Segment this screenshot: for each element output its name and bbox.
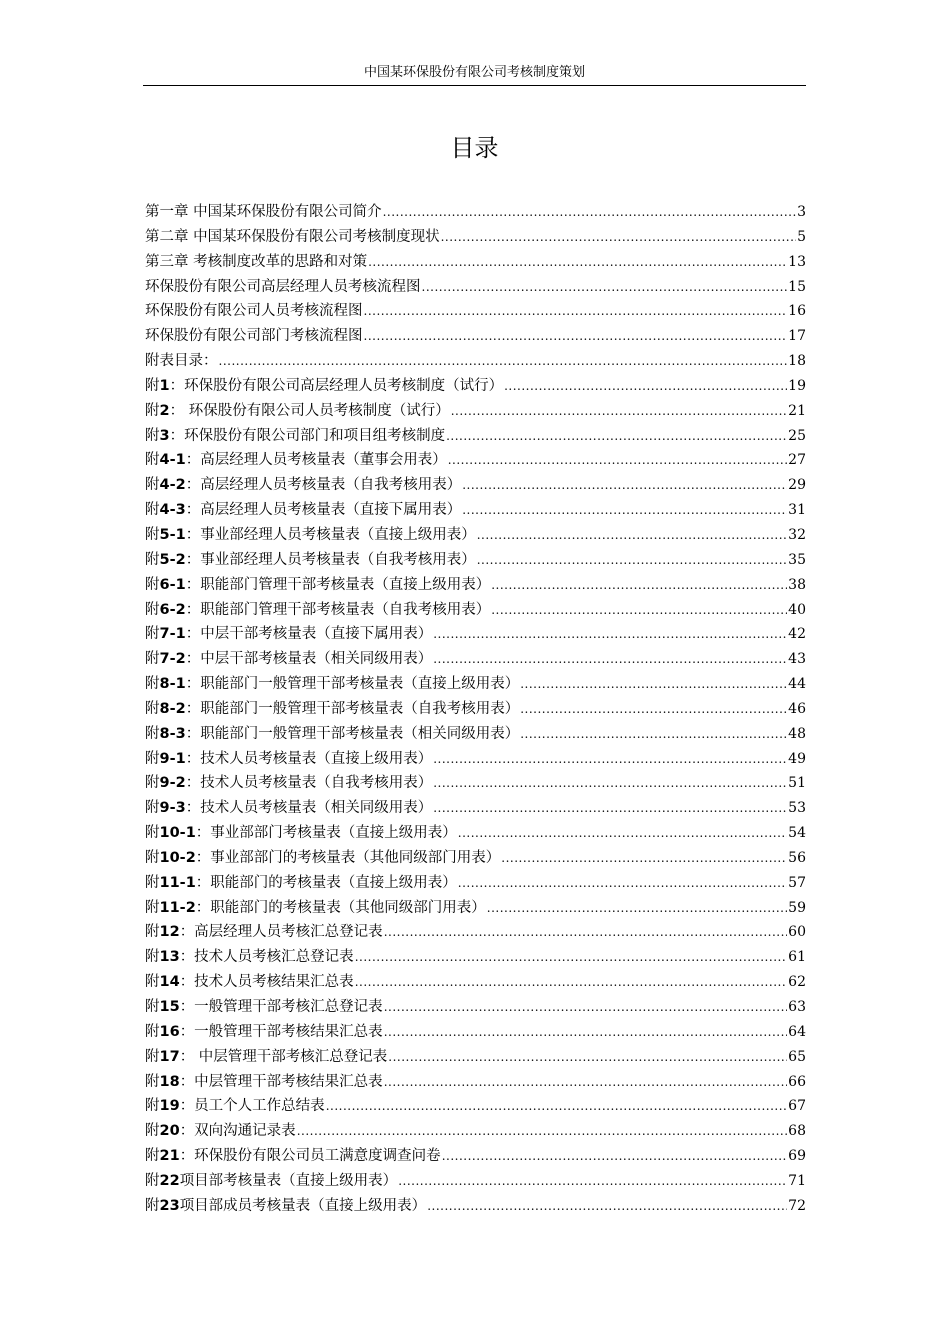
toc-dot-leader: [326, 1099, 787, 1113]
toc-page-number: 72: [788, 1197, 806, 1214]
toc-dot-leader: [433, 752, 787, 766]
toc-dot-leader: [462, 478, 787, 492]
toc-page-number: 51: [788, 775, 806, 792]
toc-entry[interactable]: [145, 1070, 806, 1095]
toc-entry-title: ：中层干部考核量表（直接下属用表）: [185, 626, 433, 643]
toc-dot-leader: [458, 826, 787, 840]
toc-page-number: 19: [788, 377, 806, 394]
toc-entry-prefix: 附: [145, 452, 160, 469]
toc-entry[interactable]: [145, 796, 806, 821]
toc-entry-title: ：事业部部门考核量表（直接上级用表）: [195, 825, 457, 842]
toc-entry[interactable]: [145, 349, 806, 374]
toc-dot-leader: [433, 627, 787, 641]
toc-entry[interactable]: [145, 995, 806, 1020]
toc-entry-title: ：双向沟通记录表: [179, 1123, 296, 1140]
toc-entry-prefix: 附: [145, 676, 160, 693]
toc-entry-prefix: 附: [145, 974, 160, 991]
toc-entry-title: ：一般管理干部考核结果汇总表: [179, 1023, 383, 1040]
toc-entry-prefix: 附: [145, 502, 160, 519]
toc-entry[interactable]: [145, 473, 806, 498]
toc-dot-leader: [368, 255, 787, 269]
toc-entry-number: 19: [159, 1098, 180, 1115]
toc-dot-leader: [433, 776, 787, 790]
toc-entry[interactable]: [145, 920, 806, 945]
toc-entry[interactable]: [145, 747, 806, 772]
toc-page-number: 18: [788, 353, 806, 370]
toc-dot-leader: [477, 528, 787, 542]
toc-entry-prefix: 附: [145, 1048, 160, 1065]
toc-dot-leader: [477, 553, 787, 567]
toc-entry-number: 11-2: [159, 899, 196, 916]
toc-dot-leader: [501, 851, 787, 865]
toc-entry-number: 5-2: [159, 551, 186, 568]
toc-entry[interactable]: [145, 871, 806, 896]
toc-page-number: 66: [788, 1073, 806, 1090]
toc-page-number: 5: [797, 228, 806, 245]
toc-page-number: 38: [788, 576, 806, 593]
toc-entry-prefix: 附: [145, 526, 160, 543]
toc-entry-prefix: 附: [145, 825, 160, 842]
toc-entry-number: 6-1: [159, 576, 186, 593]
toc-entry-title: ：职能部门一般管理干部考核量表（自我考核用表）: [185, 700, 520, 717]
toc-entry[interactable]: [145, 622, 806, 647]
toc-entry-number: 8-2: [159, 700, 186, 717]
toc-dot-leader: [458, 876, 787, 890]
toc-dot-leader: [384, 1025, 787, 1039]
toc-entry[interactable]: [145, 1144, 806, 1169]
toc-entry[interactable]: [145, 672, 806, 697]
toc-page-number: 29: [788, 477, 806, 494]
toc-entry-title: ：职能部门一般管理干部考核量表（相关同级用表）: [185, 725, 520, 742]
toc-entry-title: ：高层经理人员考核量表（董事会用表）: [185, 452, 447, 469]
toc-entry[interactable]: [145, 1094, 806, 1119]
toc-dot-leader: [520, 727, 787, 741]
toc-entry-title: ：环保股份有限公司部门和项目组考核制度: [169, 427, 446, 444]
toc-page-number: 67: [788, 1098, 806, 1115]
toc-page-number: 21: [788, 402, 806, 419]
toc-entry-prefix: 附: [145, 402, 160, 419]
toc-entry-prefix: 附: [145, 874, 160, 891]
toc-entry-prefix: 附: [145, 427, 160, 444]
toc-page-number: 46: [788, 700, 806, 717]
toc-entry-title: ：职能部门管理干部考核量表（自我考核用表）: [185, 601, 491, 618]
toc-entry-number: 9-2: [159, 775, 186, 792]
toc-page-number: 60: [788, 924, 806, 941]
toc-dot-leader: [384, 1075, 787, 1089]
toc-entry-title: ：高层经理人员考核量表（自我考核用表）: [185, 477, 462, 494]
toc-entry-title: 附表目录：: [145, 353, 218, 370]
toc-entry[interactable]: [145, 250, 806, 275]
toc-dot-leader: [297, 1124, 787, 1138]
toc-page-number: 40: [788, 601, 806, 618]
toc-entry-prefix: 附: [145, 551, 160, 568]
toc-entry-number: 14: [159, 974, 180, 991]
toc-page-number: 15: [788, 278, 806, 295]
toc-entry-number: 4-2: [159, 477, 186, 494]
toc-page-number: 48: [788, 725, 806, 742]
toc-page-number: 43: [788, 651, 806, 668]
toc-entry-title: ：技术人员考核量表（直接上级用表）: [185, 750, 433, 767]
toc-entry-title: ：员工个人工作总结表: [179, 1098, 325, 1115]
toc-dot-leader: [355, 975, 787, 989]
toc-page-number: 71: [788, 1172, 806, 1189]
toc-entry[interactable]: [145, 598, 806, 623]
toc-entry[interactable]: [145, 225, 806, 250]
toc-entry-title: ：事业部经理人员考核量表（自我考核用表）: [185, 551, 476, 568]
toc-entry[interactable]: [145, 1119, 806, 1144]
toc-entry-prefix: 附: [145, 576, 160, 593]
toc-dot-leader: [364, 304, 788, 318]
toc-entry-number: 1: [159, 377, 170, 394]
toc-dot-leader: [384, 925, 787, 939]
toc-dot-leader: [433, 801, 787, 815]
toc-entry-number: 3: [159, 427, 170, 444]
toc-entry[interactable]: [145, 647, 806, 672]
toc-entry[interactable]: [145, 299, 806, 324]
toc-entry-prefix: 附: [145, 849, 160, 866]
toc-entry[interactable]: [145, 896, 806, 921]
toc-entry[interactable]: [145, 697, 806, 722]
toc-entry-prefix: 附: [145, 924, 160, 941]
toc-entry-title: ：环保股份有限公司员工满意度调查问卷: [179, 1148, 441, 1165]
toc-entry-title: 第一章 中国某环保股份有限公司简介: [145, 204, 382, 220]
toc-entry-title: ：中层干部考核量表（相关同级用表）: [185, 651, 433, 668]
toc-entry-number: 21: [159, 1148, 180, 1165]
toc-dot-leader: [487, 901, 787, 915]
toc-dot-leader: [384, 1000, 787, 1014]
toc-page-number: 56: [788, 849, 806, 866]
toc-entry[interactable]: [145, 573, 806, 598]
toc-entry[interactable]: [145, 498, 806, 523]
toc-entry-number: 10-1: [159, 825, 196, 842]
toc-entry-number: 7-1: [159, 626, 186, 643]
toc-entry-number: 8-3: [159, 725, 186, 742]
toc-page-number: 68: [788, 1123, 806, 1140]
toc-page-number: 54: [788, 825, 806, 842]
toc-entry-number: 4-3: [159, 502, 186, 519]
toc-page-number: 65: [788, 1048, 806, 1065]
toc-entry[interactable]: [145, 548, 806, 573]
toc-entry-prefix: 附: [145, 775, 160, 792]
toc-entry-number: 23: [159, 1197, 180, 1214]
toc-page-number: 17: [788, 328, 806, 345]
toc-entry-number: 12: [159, 924, 180, 941]
toc-entry[interactable]: [145, 846, 806, 871]
toc-page-number: 59: [788, 899, 806, 916]
toc-entry-number: 22: [159, 1172, 180, 1189]
toc-entry-title: ：技术人员考核量表（自我考核用表）: [185, 775, 433, 792]
toc-page-number: 35: [788, 551, 806, 568]
toc-entry-prefix: 附: [145, 899, 160, 916]
toc-page-number: 31: [788, 502, 806, 519]
toc-dot-leader: [441, 230, 796, 244]
toc-entry-title: ：事业部部门的考核量表（其他同级部门用表）: [195, 849, 501, 866]
toc-entry-prefix: 附: [145, 750, 160, 767]
toc-entry-number: 9-1: [159, 750, 186, 767]
toc-entry-title: ： 环保股份有限公司人员考核制度（试行）: [169, 402, 450, 419]
toc-entry[interactable]: [145, 970, 806, 995]
toc-dot-leader: [427, 1199, 787, 1213]
toc-dot-leader: [219, 354, 788, 368]
toc-dot-leader: [383, 205, 796, 219]
toc-entry[interactable]: [145, 424, 806, 449]
toc-entry-title: 第二章 中国某环保股份有限公司考核制度现状: [145, 228, 440, 245]
toc-entry[interactable]: [145, 448, 806, 473]
toc-dot-leader: [388, 1050, 787, 1064]
toc-dot-leader: [446, 429, 787, 443]
toc-page-number: 32: [788, 526, 806, 543]
toc-entry-prefix: 附: [145, 1172, 160, 1189]
toc-entry-prefix: 附: [145, 477, 160, 494]
toc-entry[interactable]: [145, 821, 806, 846]
toc-dot-leader: [520, 677, 787, 691]
toc-dot-leader: [422, 280, 788, 294]
toc-page-number: 16: [788, 303, 806, 320]
toc-entry-title: ：一般管理干部考核汇总登记表: [179, 999, 383, 1015]
toc-entry-number: 10-2: [159, 849, 196, 866]
toc-entry-prefix: 附: [145, 999, 160, 1015]
toc-dot-leader: [355, 950, 787, 964]
toc-entry[interactable]: [145, 324, 806, 349]
toc-entry-number: 9-3: [159, 800, 186, 817]
toc-entry-title: ：技术人员考核结果汇总表: [179, 974, 354, 991]
toc-dot-leader: [442, 1149, 787, 1163]
page-header: 中国某环保股份有限公司考核制度策划: [363, 65, 585, 80]
toc-entry-number: 6-2: [159, 601, 186, 618]
toc-entry-title: 项目部成员考核量表（直接上级用表）: [179, 1197, 427, 1214]
toc-entry[interactable]: [145, 523, 806, 548]
toc-entry-title: ：职能部门的考核量表（其他同级部门用表）: [195, 899, 486, 916]
toc-entry-number: 15: [159, 999, 180, 1015]
toc-entry-number: 17: [159, 1048, 180, 1065]
toc-entry-number: 2: [159, 402, 170, 419]
toc-entry-title: 环保股份有限公司人员考核流程图: [145, 303, 363, 320]
toc-entry[interactable]: [145, 1169, 806, 1194]
toc-entry-title: ：高层经理人员考核汇总登记表: [179, 924, 383, 941]
toc-entry-prefix: 附: [145, 949, 160, 966]
toc-page-number: 64: [788, 1023, 806, 1040]
toc-entry-title: ：环保股份有限公司高层经理人员考核制度（试行）: [169, 377, 504, 394]
toc-dot-leader: [462, 503, 787, 517]
toc-entry-number: 11-1: [159, 874, 196, 891]
toc-page-number: 44: [788, 676, 806, 693]
toc-entry-prefix: 附: [145, 800, 160, 817]
toc-page-number: 69: [788, 1148, 806, 1165]
toc-entry-prefix: 附: [145, 651, 160, 668]
toc-entry-prefix: 附: [145, 626, 160, 643]
table-of-contents: [145, 200, 806, 1219]
toc-entry-title: ：技术人员考核汇总登记表: [179, 949, 354, 966]
toc-dot-leader: [504, 379, 787, 393]
toc-entry-prefix: 附: [145, 1123, 160, 1140]
toc-dot-leader: [433, 652, 787, 666]
toc-entry[interactable]: [145, 399, 806, 424]
toc-dot-leader: [448, 453, 787, 467]
toc-entry-prefix: 附: [145, 1098, 160, 1115]
toc-entry-title: ：事业部经理人员考核量表（直接上级用表）: [185, 526, 476, 543]
toc-entry[interactable]: [145, 374, 806, 399]
toc-entry-title: ：中层管理干部考核结果汇总表: [179, 1073, 383, 1090]
toc-page-number: 63: [788, 999, 806, 1015]
toc-entry-title: 项目部考核量表（直接上级用表）: [179, 1172, 398, 1189]
toc-entry-number: 16: [159, 1023, 180, 1040]
toc-page-number: 13: [788, 253, 806, 270]
toc-entry-number: 4-1: [159, 452, 186, 469]
toc-page-number: 61: [788, 949, 806, 966]
page-title: 目录: [450, 134, 499, 162]
toc-entry-number: 7-2: [159, 651, 186, 668]
toc-entry-prefix: 附: [145, 1073, 160, 1090]
toc-entry-number: 8-1: [159, 676, 186, 693]
toc-entry-title: 环保股份有限公司高层经理人员考核流程图: [145, 278, 421, 295]
toc-page-number: 27: [788, 452, 806, 469]
toc-entry[interactable]: [145, 1194, 806, 1219]
toc-entry-prefix: 附: [145, 1197, 160, 1214]
toc-entry-prefix: 附: [145, 377, 160, 394]
toc-page-number: 42: [788, 626, 806, 643]
toc-entry-prefix: 附: [145, 700, 160, 717]
toc-page-number: 25: [788, 427, 806, 444]
toc-entry-number: 13: [159, 949, 180, 966]
header-rule: [143, 85, 806, 86]
toc-entry-prefix: 附: [145, 1023, 160, 1040]
toc-entry-title: ：高层经理人员考核量表（直接下属用表）: [185, 502, 462, 519]
toc-entry-number: 20: [159, 1123, 180, 1140]
toc-dot-leader: [491, 578, 787, 592]
toc-entry-prefix: 附: [145, 601, 160, 618]
toc-entry[interactable]: [145, 722, 806, 747]
toc-page-number: 53: [788, 800, 806, 817]
toc-entry-prefix: 附: [145, 725, 160, 742]
toc-entry-title: 环保股份有限公司部门考核流程图: [145, 328, 363, 345]
toc-entry-title: 第三章 考核制度改革的思路和对策: [145, 253, 368, 270]
toc-dot-leader: [364, 329, 788, 343]
toc-page-number: 57: [788, 874, 806, 891]
toc-entry-title: ：技术人员考核量表（相关同级用表）: [185, 800, 433, 817]
toc-entry[interactable]: [145, 1020, 806, 1045]
toc-entry-title: ：职能部门管理干部考核量表（直接上级用表）: [185, 576, 491, 593]
toc-dot-leader: [491, 603, 787, 617]
toc-entry-prefix: 附: [145, 1148, 160, 1165]
toc-entry[interactable]: [145, 945, 806, 970]
toc-page-number: 62: [788, 974, 806, 991]
toc-dot-leader: [451, 404, 787, 418]
toc-page-number: 49: [788, 750, 806, 767]
toc-entry[interactable]: [145, 200, 806, 225]
toc-entry[interactable]: [145, 1045, 806, 1070]
toc-dot-leader: [398, 1174, 787, 1188]
toc-page-number: 3: [797, 204, 806, 220]
toc-entry-number: 5-1: [159, 526, 186, 543]
toc-entry-title: ： 中层管理干部考核汇总登记表: [179, 1048, 388, 1065]
toc-entry-title: ：职能部门一般管理干部考核量表（直接上级用表）: [185, 676, 520, 693]
toc-entry[interactable]: [145, 771, 806, 796]
toc-dot-leader: [520, 702, 787, 716]
toc-entry[interactable]: [145, 275, 806, 300]
toc-entry-title: ：职能部门的考核量表（直接上级用表）: [195, 874, 457, 891]
toc-entry-number: 18: [159, 1073, 180, 1090]
